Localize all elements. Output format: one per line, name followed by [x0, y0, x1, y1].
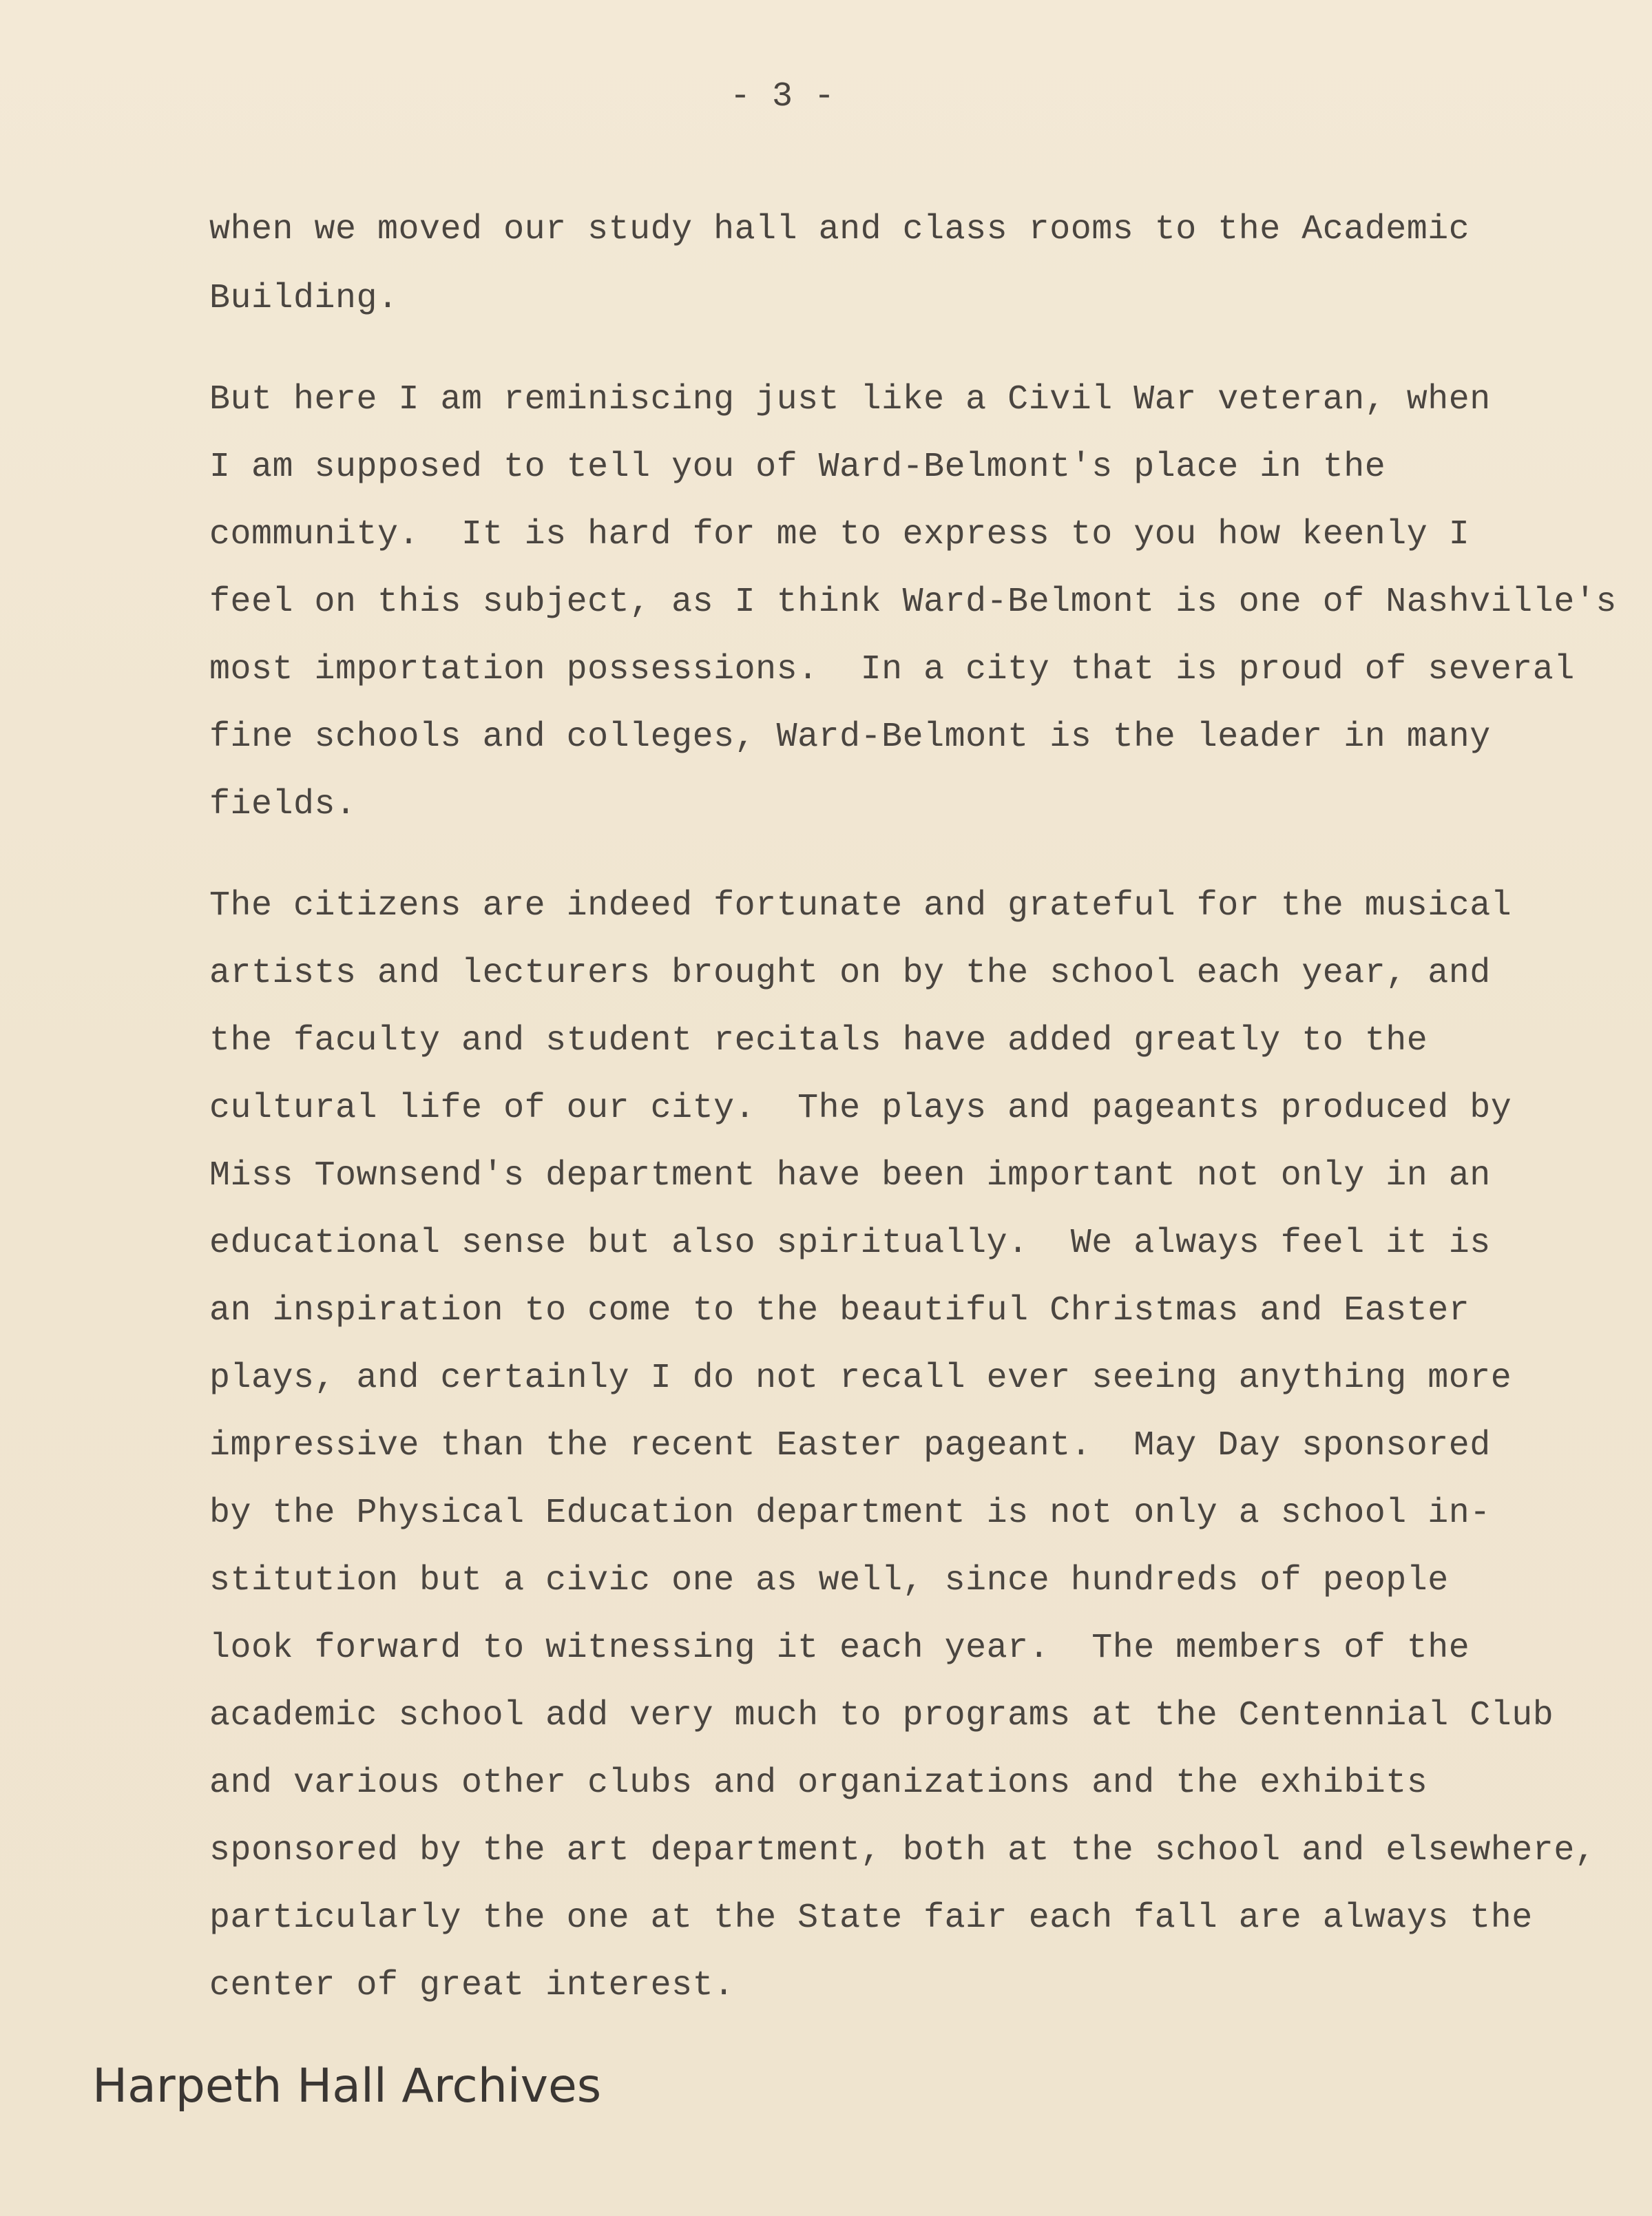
- text-line: But here I am reminiscing just like a Civil War veteran, when: [209, 380, 1491, 419]
- text-line: The citizens are indeed fortunate and grateful for the musical: [209, 886, 1512, 926]
- text-line: sponsored by the art department, both at the school and elsewhere,: [209, 1831, 1596, 1870]
- text-line: feel on this subject, as I think Ward-Belmont is one of Nashville's: [209, 583, 1617, 622]
- text-line: fine schools and colleges, Ward-Belmont is the leader in many: [209, 718, 1491, 757]
- text-line: stitution but a civic one as well, since hundreds of people: [209, 1561, 1449, 1600]
- text-line: particularly the one at the State fair each fall are always the: [209, 1899, 1533, 1938]
- text-line: impressive than the recent Easter pageant. May Day sponsored: [209, 1426, 1491, 1465]
- text-line: Building.: [209, 279, 399, 318]
- text-line: I am supposed to tell you of Ward-Belmont's place in the: [209, 448, 1386, 487]
- text-line: most importation possessions. In a city that is proud of several: [209, 650, 1575, 689]
- text-line: cultural life of our city. The plays and pageants produced by: [209, 1089, 1512, 1128]
- archive-watermark: Harpeth Hall Archives: [92, 2059, 602, 2113]
- text-line: the faculty and student recitals have added greatly to the: [209, 1021, 1428, 1060]
- text-line: look forward to witnessing it each year. The members of the: [209, 1629, 1470, 1668]
- text-line: community. It is hard for me to express to you how keenly I: [209, 515, 1470, 554]
- text-line: educational sense but also spiritually. We always feel it is: [209, 1224, 1491, 1263]
- text-line: and various other clubs and organizations and the exhibits: [209, 1764, 1428, 1803]
- text-line: by the Physical Education department is not only a school in-: [209, 1494, 1491, 1533]
- text-line: an inspiration to come to the beautiful Christmas and Easter: [209, 1291, 1470, 1330]
- text-line: artists and lecturers brought on by the school each year, and: [209, 954, 1491, 993]
- page-number: - 3 -: [730, 77, 835, 116]
- text-line: when we moved our study hall and class rooms to the Academic: [209, 210, 1470, 249]
- text-line: plays, and certainly I do not recall ever seeing anything more: [209, 1359, 1512, 1398]
- text-line: fields.: [209, 785, 357, 824]
- text-line: academic school add very much to programs at the Centennial Club: [209, 1696, 1554, 1735]
- text-line: Miss Townsend's department have been important not only in an: [209, 1156, 1491, 1195]
- text-line: center of great interest.: [209, 1966, 735, 2005]
